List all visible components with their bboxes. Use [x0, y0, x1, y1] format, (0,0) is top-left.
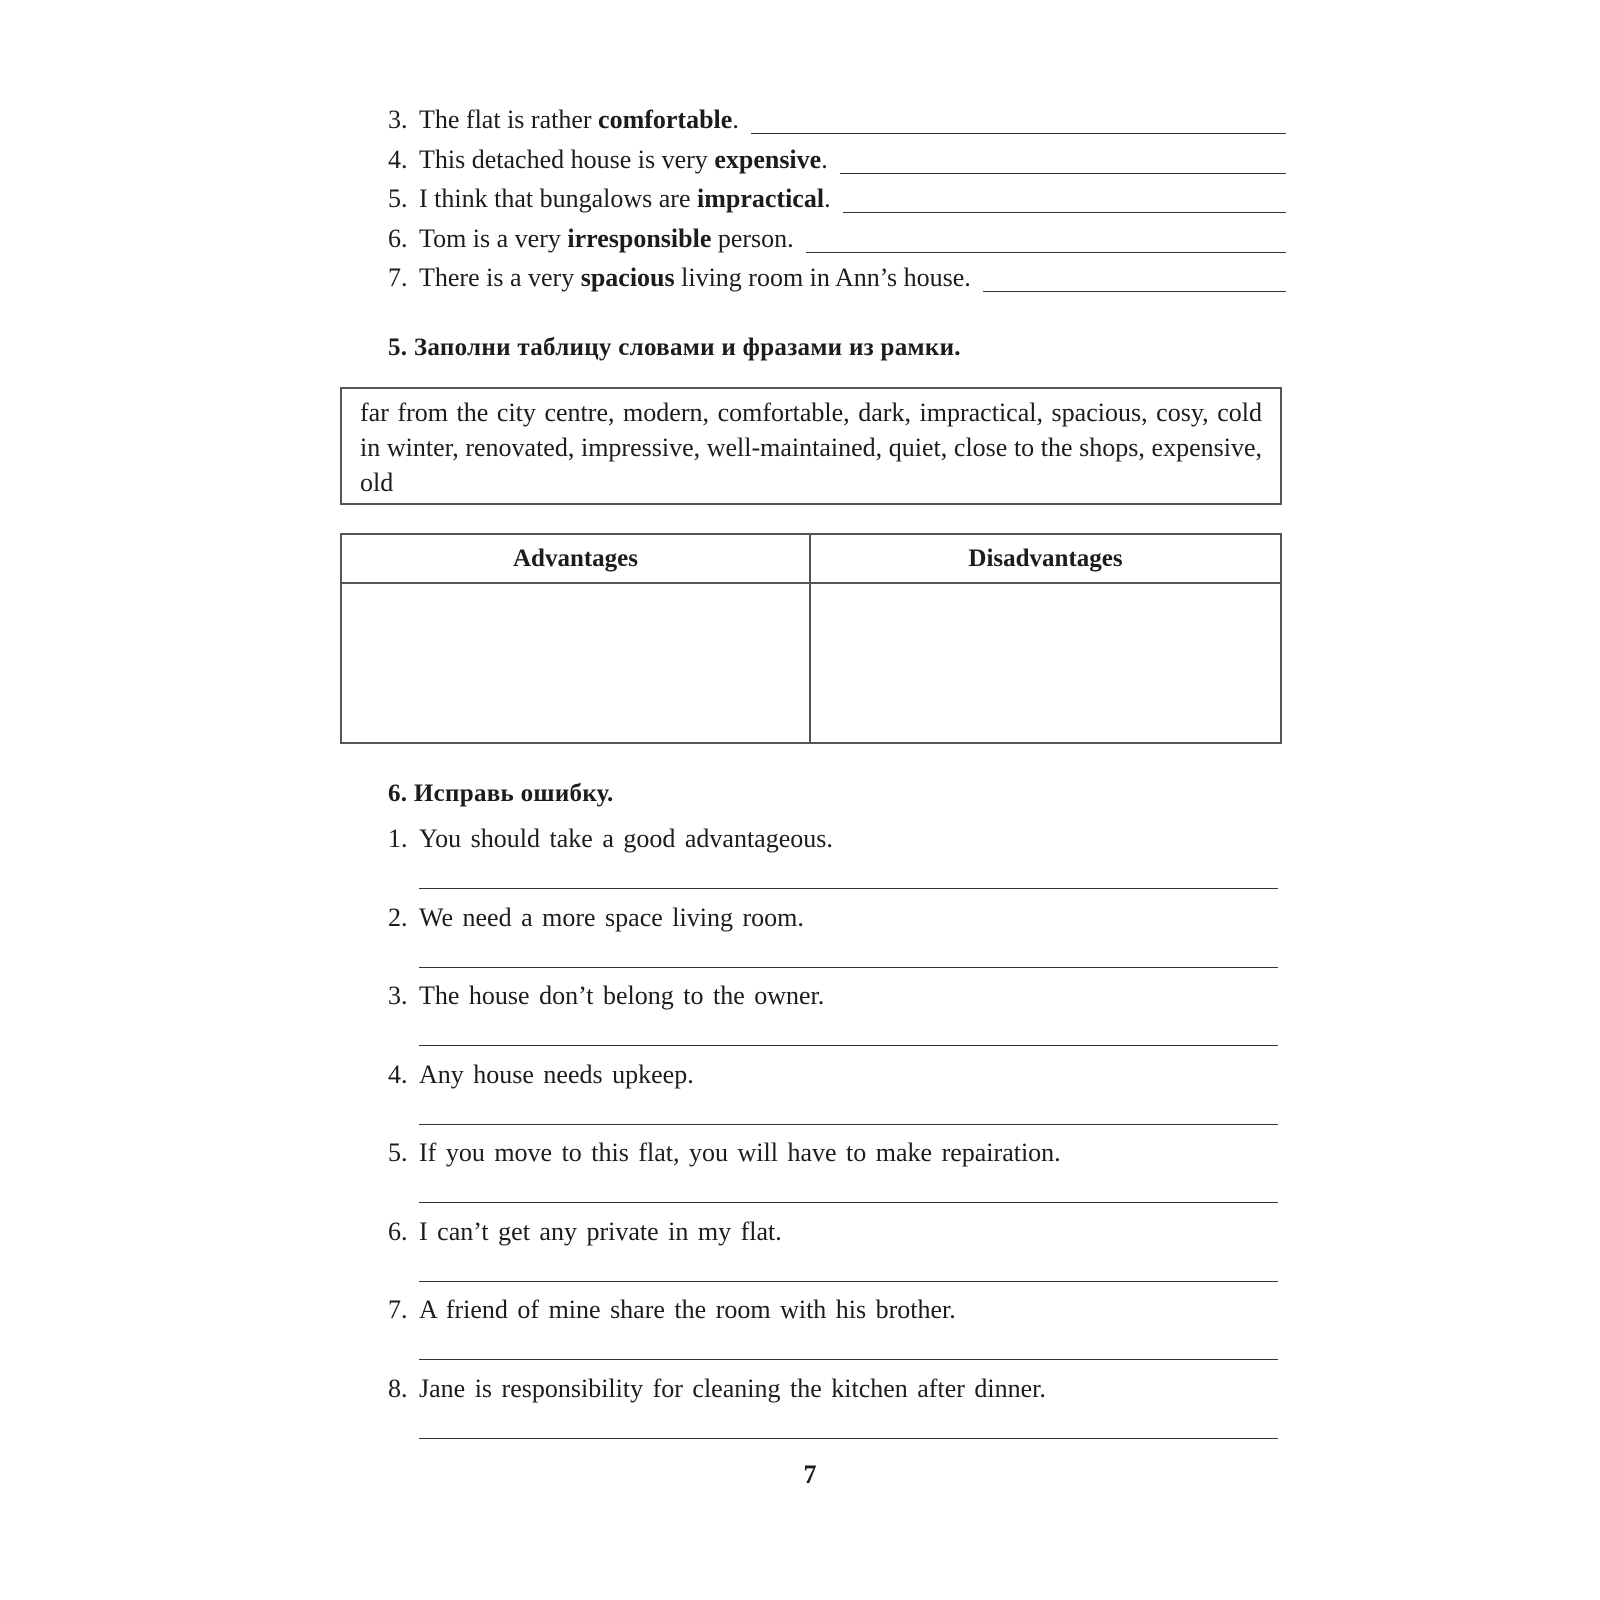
answer-blank[interactable] [983, 267, 1286, 292]
answer-blank[interactable] [806, 228, 1286, 253]
item-text: Tom is a very irresponsible person. [419, 223, 794, 253]
answer-line[interactable] [419, 1202, 1278, 1203]
exercise-6-heading: 6. Исправь ошибку. [388, 780, 614, 807]
exercise-4-item [388, 100, 1286, 140]
exercise-6-item [388, 1134, 1278, 1213]
answer-line[interactable] [419, 1359, 1278, 1360]
exercise-5-heading: 5. Заполни таблицу словами и фразами из рамки. [388, 334, 961, 361]
item-text: 7. A friend of mine share the room with his brother. [388, 1295, 956, 1324]
exercise-6-item [388, 977, 1278, 1056]
exercise-6-item [388, 820, 1278, 899]
answer-blank[interactable] [840, 149, 1286, 174]
exercise-4-list [388, 100, 1286, 298]
page-number: 7 [803, 1460, 817, 1489]
item-text: 4. Any house needs upkeep. [388, 1059, 694, 1089]
key-word: expensive [714, 144, 822, 174]
item-text: 8. Jane is responsibility for cleaning the kitchen after dinner. [388, 1373, 1046, 1403]
exercise-6-item [388, 899, 1278, 978]
item-number: 5. [388, 184, 408, 213]
answer-line[interactable] [419, 888, 1278, 889]
item-number: 4. [388, 144, 408, 174]
item-text: The flat is rather comfortable. [419, 105, 739, 134]
item-text: 5. If you move to this flat, you will have to make repairation. [388, 1138, 1061, 1167]
exercise-6-list [388, 820, 1278, 1448]
exercise-6-item [388, 1213, 1278, 1292]
item-text: 3. The house don’t belong to the owner. [388, 981, 825, 1010]
key-word: irresponsible [567, 223, 712, 253]
exercise-6-item [388, 1370, 1278, 1449]
answer-line[interactable] [419, 1124, 1278, 1125]
answer-line[interactable] [419, 1045, 1278, 1046]
item-text: This detached house is very expensive. [419, 144, 828, 174]
advantages-table [340, 533, 1282, 744]
item-text: 1. You should take a good advantageous. [388, 824, 833, 853]
key-word: comfortable [598, 105, 733, 134]
exercise-4-item [388, 258, 1286, 298]
exercise-6-item [388, 1056, 1278, 1135]
item-number: 3. [388, 105, 408, 134]
disadvantages-cell[interactable] [811, 584, 1280, 742]
item-number: 7. [388, 263, 408, 292]
answer-line[interactable] [419, 1438, 1278, 1439]
exercise-4-item [388, 140, 1286, 180]
exercise-4-item [388, 219, 1286, 259]
answer-line[interactable] [419, 967, 1278, 968]
item-text: 6. I can’t get any private in my flat. [388, 1216, 782, 1246]
disadvantages-header: Disadvantages [811, 535, 1280, 584]
item-number: 6. [388, 223, 408, 253]
advantages-header: Advantages [342, 535, 811, 584]
exercise-6-item [388, 1291, 1278, 1370]
word-box: far from the city centre, modern, comfortable, dark, impractical, spacious, cosy, cold in winter, renovated, impressive, well-maintained, quiet, close to the shops, expensive, old [340, 387, 1282, 505]
item-text: There is a very spacious living room in Ann’s house. [419, 263, 971, 292]
advantages-cell[interactable] [342, 584, 811, 742]
answer-blank[interactable] [751, 109, 1286, 134]
item-text: 2. We need a more space living room. [388, 902, 804, 932]
item-text: I think that bungalows are impractical. [419, 184, 831, 213]
answer-line[interactable] [419, 1281, 1278, 1282]
answer-blank[interactable] [843, 188, 1286, 213]
exercise-4-item [388, 179, 1286, 219]
key-word: spacious [580, 263, 675, 292]
key-word: impractical [697, 184, 825, 213]
